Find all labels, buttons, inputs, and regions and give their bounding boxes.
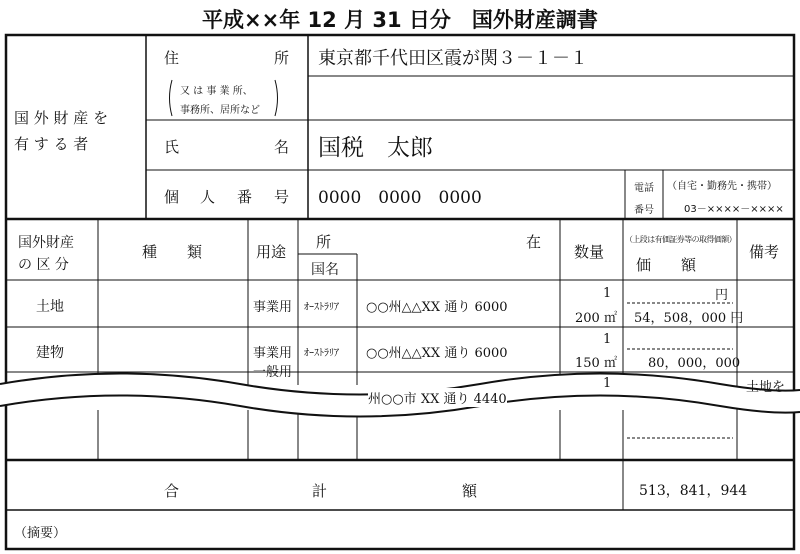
total-label-char-3: 額 [462, 482, 478, 500]
header-price-note: （上段は有価証券等の取得価額） [625, 235, 736, 244]
row-quantity-bottom: 150 ㎡ [575, 356, 617, 371]
row-category: 建物 [36, 345, 64, 361]
header-location-1: 所 [316, 233, 332, 251]
row-location: ○○州△△XX 通り 6000 [366, 300, 508, 315]
owner-label-line1: 国 外 財 産 を [14, 109, 109, 127]
address-note-left-bracket [170, 80, 173, 116]
row-quantity-top: 1 [603, 286, 612, 301]
mynumber-label-char-4: 号 [274, 188, 290, 206]
row-category: 土地 [36, 299, 64, 315]
row-price-bottom: 54，508，000 円 [634, 311, 744, 326]
header-category-line1: 国外財産 [18, 235, 74, 251]
total-label-char-2: 計 [312, 482, 328, 500]
row-location-partial: 州○○市 XX 通り 4440 [368, 388, 507, 407]
header-price: 価 額 [636, 256, 697, 274]
name-value: 国税 太郎 [318, 135, 433, 161]
mynumber-label-char-1: 個 [164, 188, 180, 206]
name-label-1: 氏 [164, 138, 180, 156]
phone-value: 03－××××－×××× [684, 204, 784, 215]
owner-label-line2: 有 す る 者 [14, 135, 89, 153]
mynumber-label-char-3: 番 [237, 188, 253, 206]
row-quantity-top: 1 [603, 332, 612, 347]
row-use-partial-text: 一般用 [253, 365, 293, 380]
page-title: 平成××年 12 月 31 日分 国外財産調書 [202, 8, 598, 32]
address-value: 東京都千代田区霞が関３－１－１ [318, 48, 588, 69]
phone-label-2: 番号 [634, 205, 654, 216]
name-label-2: 名 [274, 138, 290, 156]
phone-label-1: 電話 [634, 183, 654, 194]
row-quantity-bottom: 200 ㎡ [575, 311, 617, 326]
row-use-partial [253, 365, 293, 380]
header-quantity: 数量 [574, 243, 605, 261]
address-note-right-bracket [275, 80, 278, 116]
total-label-char-1: 合 [164, 482, 180, 500]
mynumber-value: 0000 0000 0000 [318, 188, 482, 208]
header-category-line2: の 区 分 [18, 257, 69, 273]
address-label-2: 所 [274, 49, 290, 67]
row-use: 事業用 [253, 300, 293, 315]
address-label-1: 住 [164, 49, 180, 67]
row-price-bottom: 80，000，000 [648, 356, 741, 371]
phone-note: （自宅・勤務先・携帯） [667, 181, 777, 192]
form-outer-border [6, 35, 794, 549]
row-price-top: 円 [715, 288, 729, 303]
row-quantity-top: 1 [603, 376, 612, 391]
row-location: ○○州△△XX 通り 6000 [366, 346, 508, 361]
row-country: ｵｰｽﾄﾗﾘｱ [304, 348, 339, 359]
row-country: ｵｰｽﾄﾗﾘｱ [304, 302, 339, 313]
row-use: 事業用 [253, 346, 293, 361]
total-value: 513，841，944 [639, 483, 748, 499]
header-kind: 種 類 [142, 243, 203, 261]
row-remarks: 土地を [746, 380, 786, 395]
summary-label: （摘要） [14, 526, 67, 541]
header-use: 用途 [256, 243, 287, 261]
mynumber-label-char-2: 人 [200, 188, 216, 206]
address-note-line2: 事務所、居所など [180, 105, 260, 116]
header-location-2: 在 [526, 233, 542, 251]
header-country: 国名 [311, 262, 339, 278]
header-remarks: 備考 [749, 243, 780, 261]
address-note-line1: 又 は 事 業 所、 [180, 86, 253, 97]
